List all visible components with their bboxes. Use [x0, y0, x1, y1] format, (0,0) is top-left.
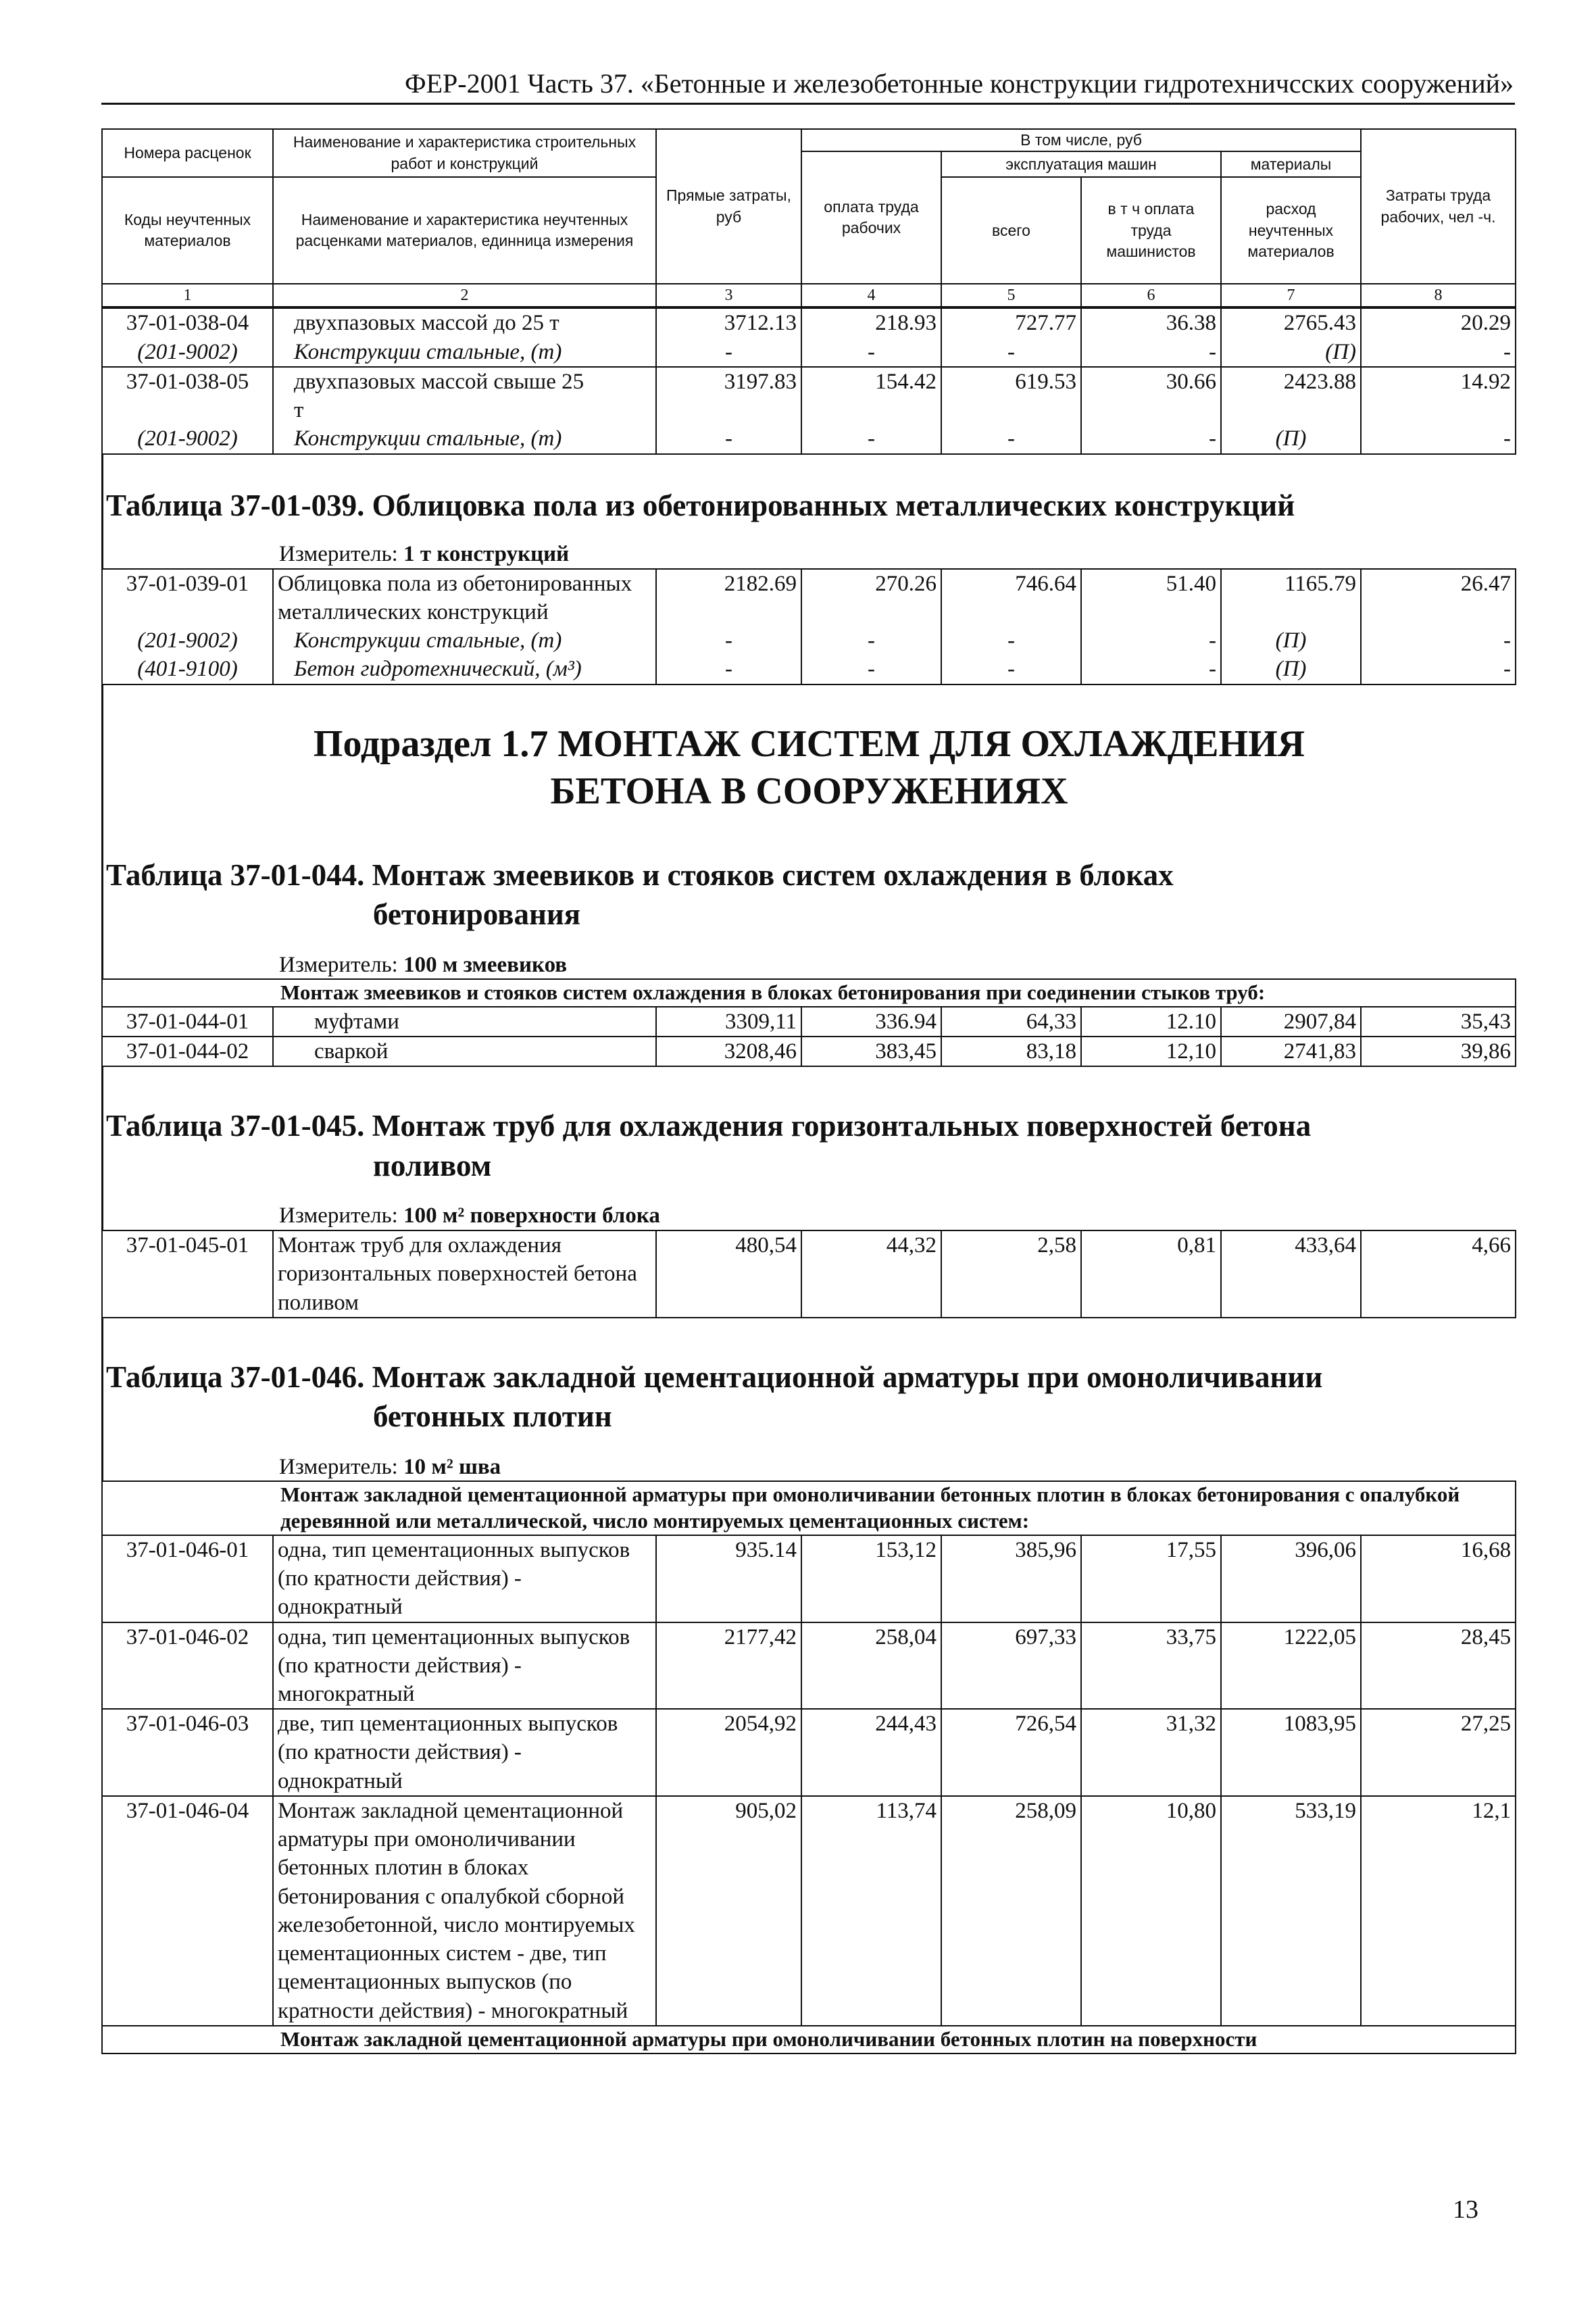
page-number: 13 [1453, 2195, 1478, 2224]
table-044-rows [101, 978, 1516, 1067]
table-039-measure: Измеритель: 1 т конструкций [101, 525, 1515, 568]
table-046-measure: Измеритель: 10 м² шва [101, 1437, 1515, 1481]
table-row: (201-9002) Конструкции стальные, (т) - - - - (П) - [102, 338, 1516, 367]
header-rule [101, 103, 1515, 105]
table-045-measure: Измеритель: 100 м² поверхности блока [101, 1185, 1515, 1230]
table-row: (201-9002) Конструкции стальные, (т) - - - - (П) - [102, 424, 1516, 453]
col-number-5: 5 [941, 284, 1081, 307]
col-materials-group: материалы [1221, 151, 1361, 177]
table-046-title: Таблица 37-01-046. Монтаж закладной цементационной арматуры при омоноличивании бетонных плотин [101, 1358, 1515, 1437]
col-in-total: В том числе, руб [801, 129, 1361, 151]
col-number-4: 4 [801, 284, 941, 307]
table-group-row: Монтаж закладной цементационной арматуры при омоноличивании бетонных плотин в блоках бетонирования с опалубкой деревянной или металлической, число монтируемых цементационных систем: [102, 1481, 1516, 1535]
col-number-6: 6 [1081, 284, 1221, 307]
col-material-usage: расход неучтенных материалов [1221, 177, 1361, 284]
table-038-rows [101, 307, 1516, 454]
column-header-table [101, 128, 1516, 307]
col-work-name: Наименование и характеристика строительных работ и конструкций [273, 129, 656, 177]
col-labor-hours: Затраты труда рабочих, чел -ч. [1361, 129, 1516, 284]
col-rates-number: Номера расценок [102, 129, 273, 177]
col-number-2: 2 [273, 284, 656, 307]
table-row: (201-9002) Конструкции стальные, (т) - - - - (П) - [102, 626, 1516, 655]
table-group-row: Монтаж закладной цементационной арматуры при омоноличивании бетонных плотин на поверхности [102, 2026, 1516, 2053]
table-046-rows [101, 1480, 1516, 2053]
subsection-title: Подраздел 1.7 МОНТАЖ СИСТЕМ ДЛЯ ОХЛАЖДЕНИЯ БЕТОНА В СООРУЖЕНИЯХ [101, 685, 1515, 855]
col-number-1: 1 [102, 284, 273, 307]
col-material-codes: Коды неучтенных материалов [102, 177, 273, 284]
table-row: 37-01-044-01 муфтами 3309,11 336.94 64,33 12.10 2907,84 35,43 [102, 1007, 1516, 1037]
table-row: 37-01-044-02 сваркой 3208,46 383,45 83,18 12,10 2741,83 39,86 [102, 1037, 1516, 1066]
col-direct-costs: Прямые затраты, руб [656, 129, 801, 284]
col-machine-total: всего [941, 177, 1081, 284]
col-number-7: 7 [1221, 284, 1361, 307]
table-row: 37-01-039-01 Облицовка пола из обетонированных металлических конструкций 2182.69 270.26 746.64 51.40 1165.79 26.47 [102, 569, 1516, 626]
content-frame [101, 128, 1515, 2303]
col-worker-pay: оплата труда рабочих [801, 151, 941, 284]
table-045-rows [101, 1230, 1516, 1318]
col-number-8: 8 [1361, 284, 1516, 307]
table-row: 37-01-038-04 двухпазовых массой до 25 т 3712.13 218.93 727.77 36.38 2765.43 20.29 [102, 308, 1516, 337]
table-row: 37-01-046-02 одна, тип цементационных выпусков (по кратности действия) - многократный 2177,42 258,04 697,33 33,75 1222,05 28,45 [102, 1622, 1516, 1710]
col-number-3: 3 [656, 284, 801, 307]
col-machine-group: эксплуатация машин [941, 151, 1221, 177]
table-row: 37-01-038-05 двухпазовых массой свыше 25 т 3197.83 154.42 619.53 30.66 2423.88 14.92 [102, 367, 1516, 424]
table-045-title: Таблица 37-01-045. Монтаж труб для охлаждения горизонтальных поверхностей бетона поливом [101, 1106, 1515, 1185]
running-header: ФЕР-2001 Часть 37. «Бетонные и железобетонные конструкции гидротехничсских сооружений» [404, 68, 1514, 99]
table-row: 37-01-045-01 Монтаж труб для охлаждения горизонтальных поверхностей бетона поливом 480,54 44,32 2,58 0,81 433,64 4,66 [102, 1230, 1516, 1318]
table-row: 37-01-046-04 Монтаж закладной цементационной арматуры при омоноличивании бетонных плотин в блоках бетонирования с опалубкой сборной железобетонной, число монтируемых цементационных систем - две, тип цементационных выпусков (по кратности действия) - многократный 905,02 113,74 258,09 10,80 533,19 12,1 [102, 1796, 1516, 2026]
table-039-rows [101, 568, 1516, 685]
col-operator-pay: в т ч оплата труда машинистов [1081, 177, 1221, 284]
col-material-names: Наименование и характеристика неучтенных расценками материалов, единница измерения [273, 177, 656, 284]
table-044-title: Таблица 37-01-044. Монтаж змеевиков и стояков систем охлаждения в блоках бетонирования [101, 855, 1515, 935]
table-group-row: Монтаж змеевиков и стояков систем охлаждения в блоках бетонирования при соединении стыков труб: [102, 979, 1516, 1007]
table-039-title: Таблица 37-01-039. Облицовка пола из обетонированных металлических конструкций [101, 486, 1515, 526]
table-044-measure: Измеритель: 100 м змеевиков [101, 935, 1515, 979]
table-row: (401-9100) Бетон гидротехнический, (м³) - - - - (П) - [102, 655, 1516, 684]
table-row: 37-01-046-01 одна, тип цементационных выпусков (по кратности действия) - однократный 935.14 153,12 385,96 17,55 396,06 16,68 [102, 1535, 1516, 1622]
table-row: 37-01-046-03 две, тип цементационных выпусков (по кратности действия) - однократный 2054,92 244,43 726,54 31,32 1083,95 27,25 [102, 1709, 1516, 1796]
